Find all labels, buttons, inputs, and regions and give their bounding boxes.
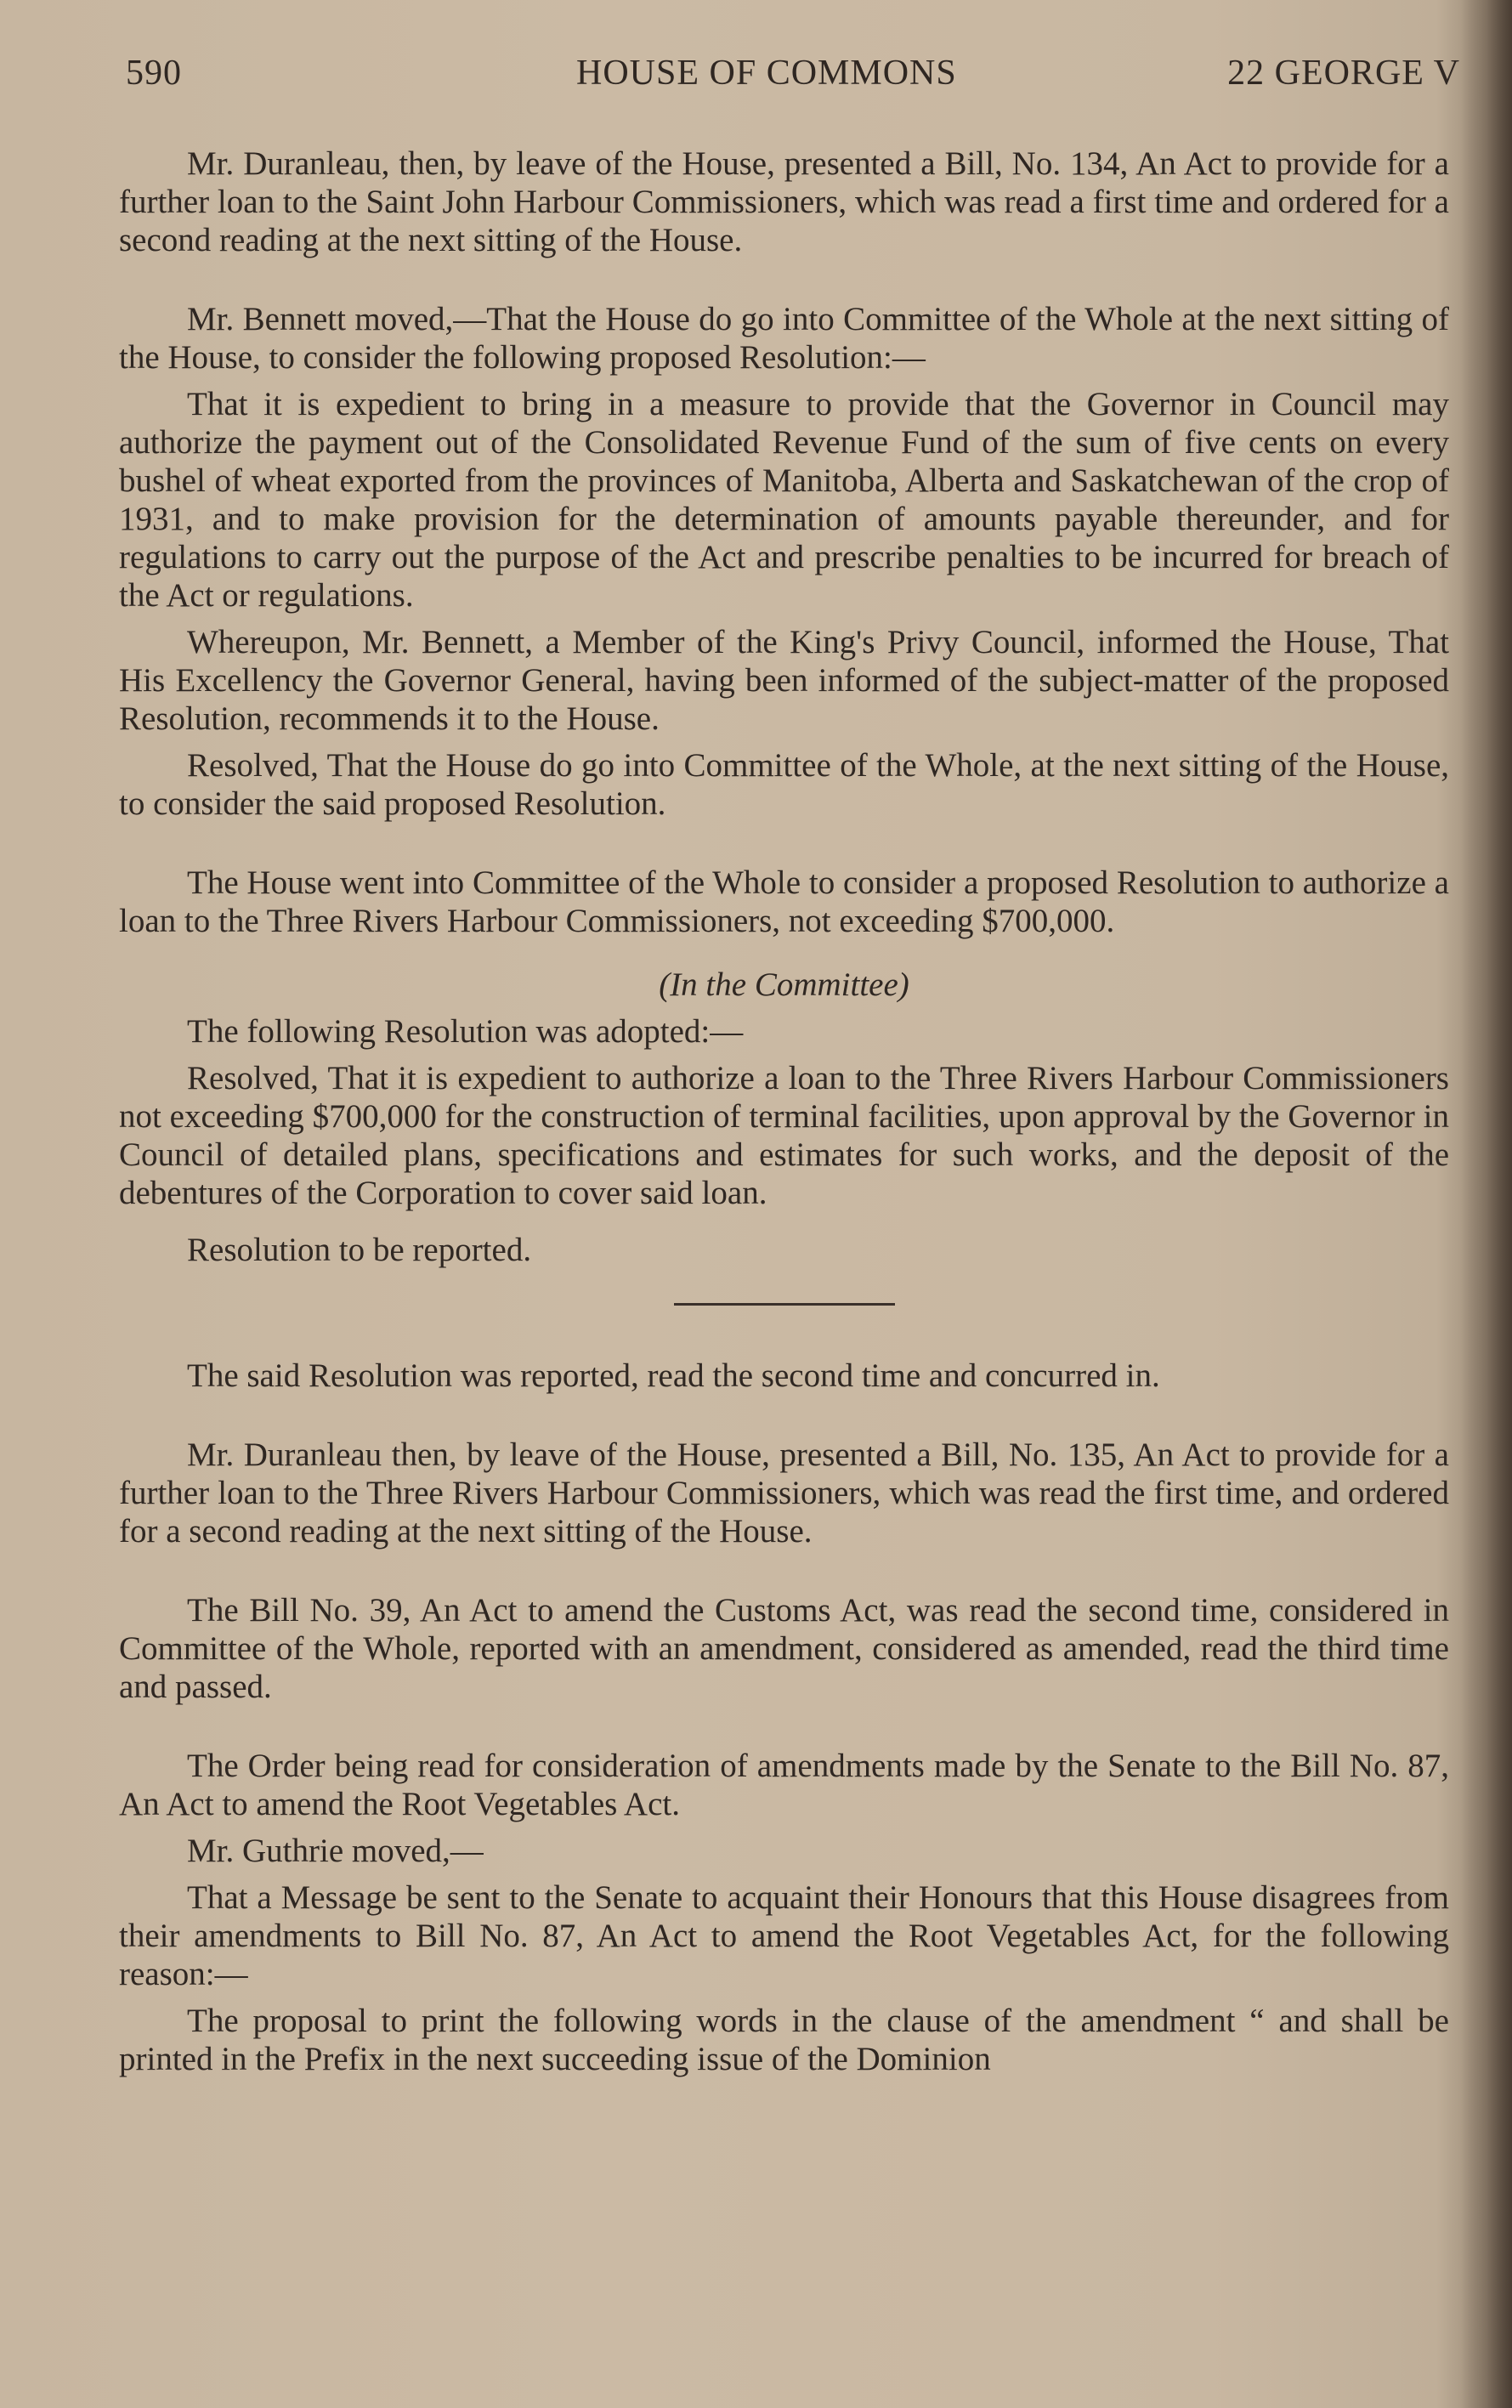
- paragraph-message-senate: That a Message be sent to the Senate to acquaint their Honours that this House disagrees from their amendments to Bill No. 87, An Act to amend the Root Vegetables Act, for the following reason:—: [119, 1879, 1449, 1992]
- running-title: HOUSE OF COMMONS: [576, 54, 957, 93]
- paragraph-whereupon: Whereupon, Mr. Bennett, a Member of the King's Privy Council, informed the House, That His Excellency the Governor General, having been informed of the subject-matter of the proposed Resolution, recommends it to the House.: [119, 624, 1449, 737]
- committee-heading: (In the Committee): [659, 966, 909, 1003]
- paragraph-house-in-committee: The House went into Committee of the Whole to consider a proposed Resolution to authorize a loan to the Three Rivers Harbour Commissioners, not exceeding $700,000.: [119, 864, 1449, 939]
- reign-label: 22 GEORGE V: [1227, 54, 1460, 93]
- paragraph-proposal-print: The proposal to print the following words in the clause of the amendment “ and shall be printed in the Prefix in the next succeeding issue of the Dominion: [119, 2003, 1449, 2077]
- page-header: [126, 53, 1460, 104]
- paragraph-order-bill-87: The Order being read for consideration of amendments made by the Senate to the Bill No. 87, An Act to amend the Root Vegetables Act.: [119, 1748, 1449, 1822]
- paragraph-resolution-adopted: The following Resolution was adopted:—: [187, 1013, 744, 1050]
- paragraph-to-be-reported: Resolution to be reported.: [187, 1232, 532, 1268]
- paragraph-reported-concurred: The said Resolution was reported, read the second time and concurred in.: [187, 1357, 1160, 1394]
- paragraph-proposed-resolution: That it is expedient to bring in a measure to provide that the Governor in Council may authorize the payment out of the Consolidated Revenue Fund of the sum of five cents on every bushel of wheat exported from the provinces of Manitoba, Alberta and Saskatchewan of the crop of 1931, and to make provision for the determination of amounts payable thereunder, and for regulations to carry out the purpose of the Act and prescribe penalties to be incurred for breach of the Act or regulations.: [119, 386, 1449, 614]
- paragraph-resolved-loan: Resolved, That it is expedient to authorize a loan to the Three Rivers Harbour Commissioners not exceeding $700,000 for the construction of terminal facilities, upon approval by the Governor in Council of detailed plans, specifications and estimates for such works, and the deposit of the debentures of the Corporation to cover said loan.: [119, 1060, 1449, 1211]
- section-divider: [674, 1303, 895, 1306]
- paragraph-resolved-committee: Resolved, That the House do go into Committee of the Whole, at the next sitting of the House, to consider the said proposed Resolution.: [119, 747, 1449, 822]
- page-number: 590: [126, 54, 182, 93]
- paragraph-guthrie-moved: Mr. Guthrie moved,—: [187, 1833, 484, 1869]
- paragraph-bill-135: Mr. Duranleau then, by leave of the House, presented a Bill, No. 135, An Act to provide for a further loan to the Three Rivers Harbour Commissioners, which was read the first time, and ordered for a second reading at the next sitting of the House.: [119, 1436, 1449, 1550]
- page-edge-shadow: [1461, 0, 1512, 2408]
- paragraph-bennett-motion: Mr. Bennett moved,—That the House do go into Committee of the Whole at the next sitting of the House, to consider the following proposed Resolution:—: [119, 301, 1449, 376]
- paragraph-bill-39: The Bill No. 39, An Act to amend the Customs Act, was read the second time, considered in Committee of the Whole, reported with an amendment, considered as amended, read the third time and passed.: [119, 1592, 1449, 1705]
- paragraph-bill-134: Mr. Duranleau, then, by leave of the House, presented a Bill, No. 134, An Act to provide for a further loan to the Saint John Harbour Commissioners, which was read a first time and ordered for a second reading at the next sitting of the House.: [119, 145, 1449, 258]
- journal-text: [119, 144, 1449, 2078]
